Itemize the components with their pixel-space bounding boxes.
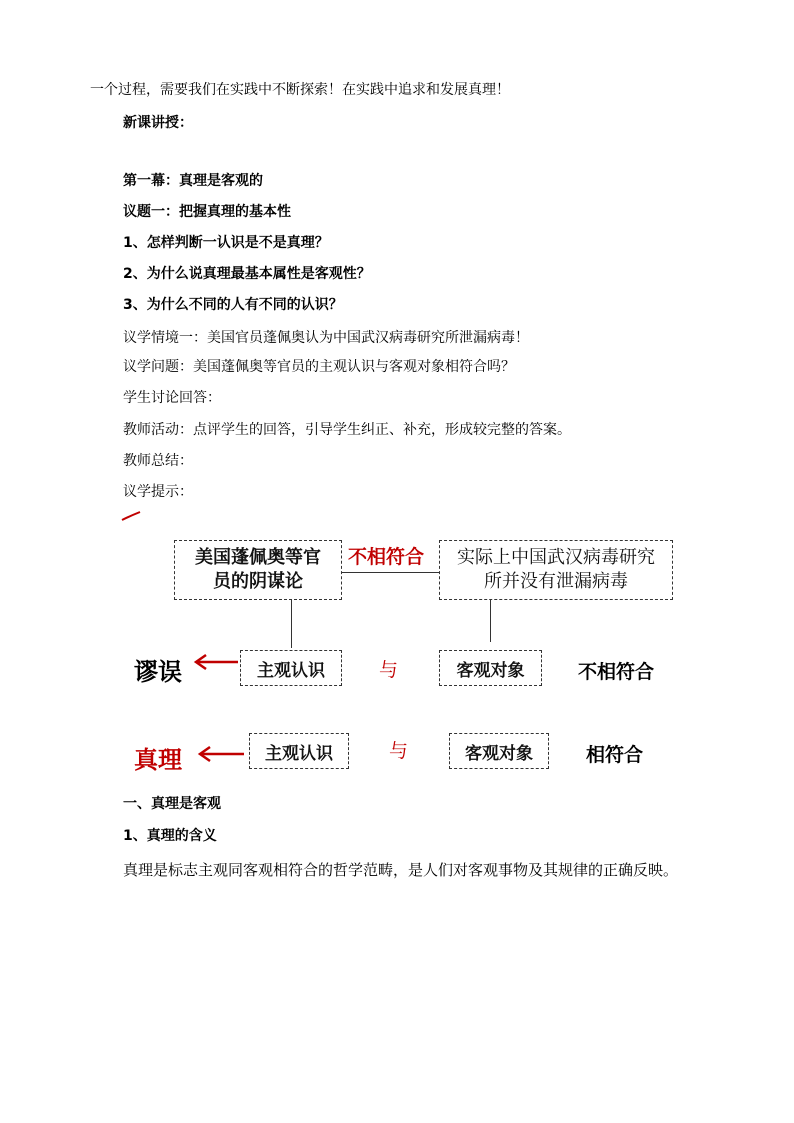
row1-objective: 客观对象 bbox=[456, 660, 525, 681]
row1-connector: 与 bbox=[379, 659, 399, 681]
row1-relation: 不相符合 bbox=[578, 661, 655, 683]
topic-title: 议题一：把握真理的基本性 bbox=[123, 204, 291, 220]
row1-subjective: 主观认识 bbox=[257, 660, 325, 681]
heading-2: 1、真理的含义 bbox=[123, 828, 217, 844]
intro-continuation: 一个过程，需要我们在实践中不断探索！在实践中追求和发展真理！ bbox=[90, 82, 510, 98]
heading-1: 一、真理是客观 bbox=[123, 796, 221, 812]
row2-objective-box bbox=[449, 733, 549, 769]
row2-relation: 相符合 bbox=[586, 744, 644, 766]
row2-result: 真理 bbox=[134, 746, 182, 774]
right-box bbox=[439, 540, 673, 600]
hint-label: 议学提示： bbox=[123, 484, 193, 500]
left-box-text: 美国蓬佩奥等官员的阴谋论 bbox=[195, 547, 321, 592]
row1-objective-box bbox=[439, 650, 542, 686]
row2-objective: 客观对象 bbox=[465, 743, 533, 764]
question-3: 3、为什么不同的人有不同的认识？ bbox=[123, 297, 343, 313]
right-box-text: 实际上中国武汉病毒研究所并没有泄漏病毒 bbox=[457, 547, 655, 592]
scenario-text: 议学情境一：美国官员蓬佩奥认为中国武汉病毒研究所泄漏病毒！ bbox=[123, 330, 529, 346]
act-title: 第一幕：真理是客观的 bbox=[123, 173, 263, 189]
discussion-label: 学生讨论回答： bbox=[123, 390, 221, 406]
left-vertical-line bbox=[291, 600, 292, 648]
right-vertical-line bbox=[490, 600, 491, 642]
section-label: 新课讲授： bbox=[123, 115, 193, 131]
arrow-left-icon bbox=[192, 652, 240, 672]
row1-subjective-box bbox=[240, 650, 342, 686]
top-relation: 不相符合 bbox=[348, 546, 425, 568]
left-box bbox=[174, 540, 342, 600]
question-1: 1、怎样判断一认识是不是真理？ bbox=[123, 235, 329, 251]
arrow-left-icon bbox=[196, 744, 246, 764]
definition-text: 真理是标志主观同客观相符合的哲学范畴，是人们对客观事物及其规律的正确反映。 bbox=[123, 861, 679, 879]
teacher-summary: 教师总结： bbox=[123, 453, 193, 469]
question-2: 2、为什么说真理最基本属性是客观性？ bbox=[123, 266, 371, 282]
connector-line bbox=[342, 572, 439, 573]
teacher-activity: 教师活动：点评学生的回答，引导学生纠正、补充，形成较完整的答案。 bbox=[123, 422, 571, 438]
row1-result: 谬误 bbox=[134, 658, 182, 686]
red-mark-icon bbox=[120, 510, 150, 524]
row2-connector: 与 bbox=[389, 740, 409, 762]
row2-subjective-box bbox=[249, 733, 349, 769]
row2-subjective: 主观认识 bbox=[265, 743, 333, 764]
question-text: 议学问题：美国蓬佩奥等官员的主观认识与客观对象相符合吗？ bbox=[123, 359, 515, 375]
